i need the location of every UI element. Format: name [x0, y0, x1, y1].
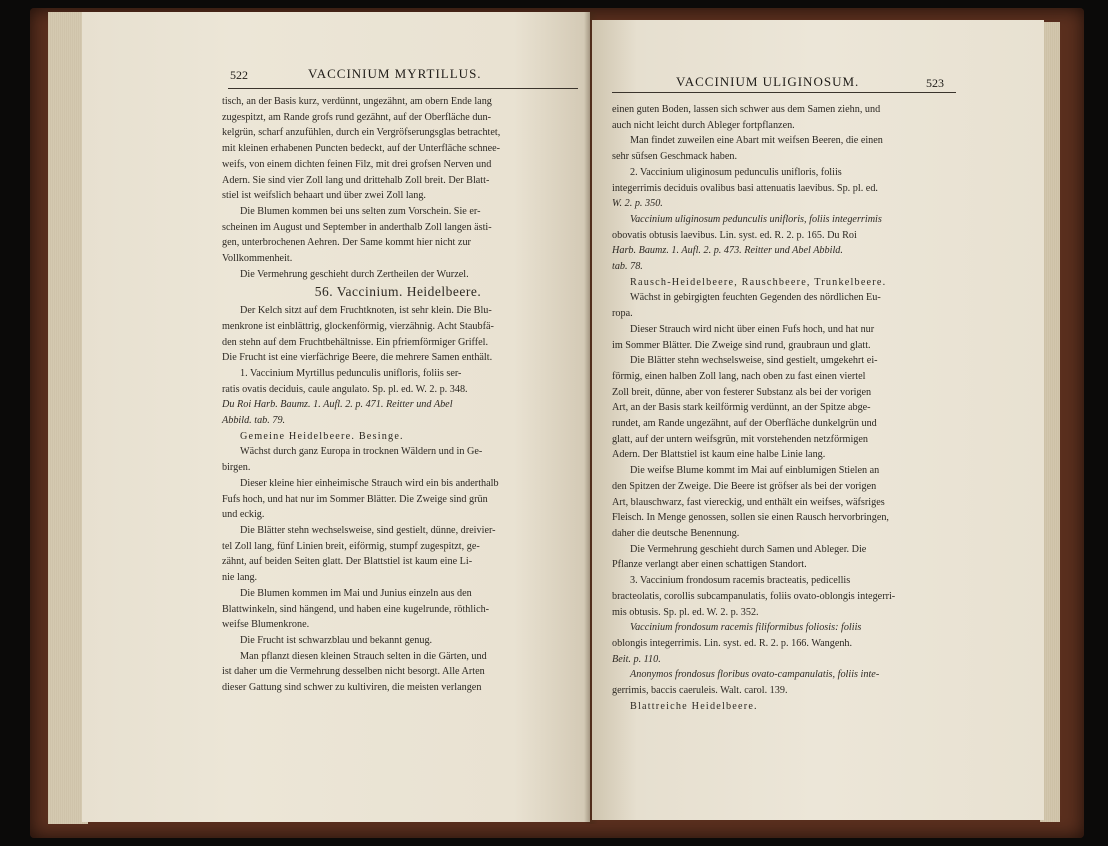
text-line: zugespitzt, am Rande grofs rund gezähnt, auf der Oberfläche dun- [222, 111, 492, 123]
text-line: Fleisch. In Menge genossen, sollen sie einen Rausch hervorbringen, [612, 512, 889, 524]
species-entry: 3. Vaccinium frondosum racemis bracteatis, pedicellis [630, 575, 851, 587]
text-line: obovatis obtusis laevibus. Lin. syst. ed. R. 2. p. 165. Du Roi [612, 229, 857, 241]
text-line: Vaccinium frondosum racemis filiformibus foliosis: foliis [630, 622, 862, 634]
text-line: Die Frucht ist schwarzblau und bekannt genug. [240, 634, 433, 646]
text-line: bracteolatis, corollis subcampanulatis, foliis ovato-oblongis integerri- [612, 590, 896, 602]
section-heading: 56. Vaccinium. Heidelbeere. [314, 284, 482, 300]
right-body-text [612, 102, 956, 714]
text-line: scheinen im August und September in anderthalb Zoll langen ästi- [222, 221, 492, 233]
text-line: Dieser kleine hier einheimische Strauch wird ein bis anderthalb [240, 477, 499, 489]
right-page [592, 20, 1044, 820]
text-line: ist daher um die Vermehrung desselben nicht besorgt. Alle Arten [222, 666, 485, 678]
text-line: tisch, an der Basis kurz, verdünnt, ungezähnt, am obern Ende lang [222, 96, 492, 107]
text-line: Art, an der Basis stark keilförmig verdünnt, an der Spitze abge- [612, 402, 871, 414]
text-line: Die weifse Blume kommt im Mai auf einblumigen Stielen an [630, 465, 880, 477]
text-line: einen guten Boden, lassen sich schwer aus dem Samen ziehn, und [612, 104, 881, 115]
text-line: weifse Blumenkrone. [222, 619, 310, 631]
text-line: dieser Gattung sind schwer zu kultiviren, die meisten verlangen [222, 682, 482, 694]
text-line: mit kleinen erhabenen Puncten bedeckt, auf der Unterfläche schnee- [222, 143, 501, 155]
common-name: Gemeine Heidelbeere. Besinge. [240, 430, 404, 442]
common-name: Blattreiche Heidelbeere. [630, 700, 758, 712]
text-line: mis obtusis. Sp. pl. ed. W. 2. p. 352. [612, 606, 759, 618]
text-line: Die Frucht ist eine vierfächrige Beere, die mehrere Samen enthält. [222, 352, 493, 364]
text-line: Anonymos frondosus floribus ovato-campanulatis, foliis inte- [630, 669, 880, 681]
text-line: Die Vermehrung geschieht durch Samen und Ableger. Die [630, 543, 867, 555]
text-line: Blattwinkeln, sind hängend, und haben eine kugelrunde, röthlich- [222, 603, 490, 615]
common-name: Rausch-Heidelbeere, Rauschbeere, Trunkelbeere. [630, 276, 887, 288]
text-line: Wächst in gebirgigten feuchten Gegenden des nördlichen Eu- [630, 292, 881, 304]
text-line: Man findet zuweilen eine Abart mit weifsen Beeren, die einen [630, 135, 883, 147]
text-line: tab. 78. [612, 261, 643, 273]
text-line: Fufs hoch, und hat nur im Sommer Blätter. Die Zweige sind grün [222, 493, 488, 505]
text-line: birgen. [222, 462, 251, 474]
text-line: Vaccinium uliginosum pedunculis unifloris, foliis integerrimis [630, 213, 882, 225]
text-line: Adern. Der Blattstiel ist kaum eine halbe Linie lang. [612, 449, 826, 461]
text-line: gerrimis, baccis caeruleis. Walt. carol. 139. [612, 685, 788, 697]
text-line: Art, blauschwarz, fast viereckig, und enthält ein weifses, wäfsriges [612, 496, 885, 508]
text-line: sehr süfsen Geschmack haben. [612, 151, 738, 163]
text-line: rundet, am Rande ungezähnt, auf der Oberfläche dunkelgrün und [612, 418, 877, 430]
species-entry: 2. Vaccinium uliginosum pedunculis unifloris, foliis [630, 166, 842, 178]
text-line: Die Blumen kommen im Mai und Junius einzeln aus den [240, 587, 472, 599]
left-running-head: VACCINIUM MYRTILLUS. [308, 66, 482, 81]
text-line: förmig, einen halben Zoll lang, nach oben zu fast einen viertel [612, 370, 866, 382]
text-line: Die Blätter stehn wechselsweise, sind gestielt, umgekehrt ei- [630, 355, 878, 367]
text-line: Wächst durch ganz Europa in trocknen Wäldern und in Ge- [240, 446, 483, 458]
left-header-rule [228, 88, 578, 89]
text-line: gen, unterbrochenen Aehren. Der Same kommt hier nicht zur [222, 237, 471, 249]
text-line: Zoll breit, dünne, aber von festerer Substanz als bei der vorigen [612, 386, 872, 398]
text-line: menkrone ist einblättrig, glockenförmig, vierzähnig. Acht Staubfä- [222, 320, 494, 332]
text-line: Die Vermehrung geschieht durch Zertheilen der Wurzel. [240, 268, 469, 280]
text-line: stiel ist weifslich behaart und über zwei Zoll lang. [222, 190, 426, 202]
text-line: Harb. Baumz. 1. Aufl. 2. p. 473. Reitter und Abel Abbild. [612, 245, 843, 257]
text-line: zähnt, auf beiden Seiten glatt. Der Blattstiel ist kaum eine Li- [222, 556, 473, 568]
text-line: Vollkommenheit. [222, 253, 293, 265]
text-line: weifs, von einem dichten feinen Filz, mit drei grofsen Nerven und [222, 158, 492, 170]
text-line: Man pflanzt diesen kleinen Strauch selten in die Gärten, und [240, 650, 487, 662]
left-page-number: 522 [230, 68, 248, 82]
text-line: Der Kelch sitzt auf dem Fruchtknoten, ist sehr klein. Die Blu- [240, 305, 492, 317]
text-line: Adern. Sie sind vier Zoll lang und drittehalb Zoll breit. Der Blatt- [222, 174, 490, 186]
text-line: Abbild. tab. 79. [222, 415, 286, 427]
right-running-head: VACCINIUM ULIGINOSUM. [676, 74, 860, 89]
right-header-rule [612, 92, 956, 93]
text-line: Pflanze verlangt aber einen schattigen Standort. [612, 559, 807, 571]
species-entry: 1. Vaccinium Myrtillus pedunculis unifloris, foliis ser- [240, 367, 462, 379]
text-line: kelgrün, scharf anzufühlen, durch ein Vergröfserungsglas betrachtet, [222, 127, 501, 139]
text-line: Die Blätter stehn wechselsweise, sind gestielt, dünne, dreivier- [240, 524, 496, 536]
text-line: nie lang. [222, 572, 258, 584]
text-line: und eckig. [222, 509, 265, 521]
text-line: im Sommer Blätter. Die Zweige sind rund, graubraun und glatt. [612, 339, 871, 351]
text-line: den stehn auf dem Fruchtbehältnisse. Ein pfriemförmiger Griffel. [222, 336, 489, 348]
text-line: ratis ovatis deciduis, caule angulato. Sp. pl. ed. W. 2. p. 348. [222, 383, 468, 395]
right-page-number: 523 [926, 76, 944, 90]
text-line: daher die deutsche Benennung. [612, 527, 740, 539]
left-body-text [222, 94, 574, 696]
left-page [82, 12, 590, 822]
text-line: tel Zoll lang, fünf Linien breit, eiförmig, stumpf zugespitzt, ge- [222, 540, 480, 552]
text-line: auch nicht leicht durch Ableger fortpflanzen. [612, 119, 795, 131]
text-line: integerrimis deciduis ovalibus basi attenuatis laevibus. Sp. pl. ed. [612, 182, 878, 194]
text-line: Du Roi Harb. Baumz. 1. Aufl. 2. p. 471. Reitter und Abel [222, 399, 453, 411]
text-line: glatt, auf der untern weifsgrün, mit vorstehenden netzförmigen [612, 433, 869, 445]
text-line: Die Blumen kommen bei uns selten zum Vorschein. Sie er- [240, 205, 481, 217]
text-line: ropa. [612, 308, 633, 320]
text-line: oblongis integerrimis. Lin. syst. ed. R. 2. p. 166. Wangenh. [612, 637, 853, 649]
text-line: W. 2. p. 350. [612, 198, 663, 210]
text-line: Dieser Strauch wird nicht über einen Fufs hoch, und hat nur [630, 323, 875, 335]
text-line: den Spitzen der Zweige. Die Beere ist gröfser als bei der vorigen [612, 480, 877, 492]
text-line: Beit. p. 110. [612, 653, 661, 665]
